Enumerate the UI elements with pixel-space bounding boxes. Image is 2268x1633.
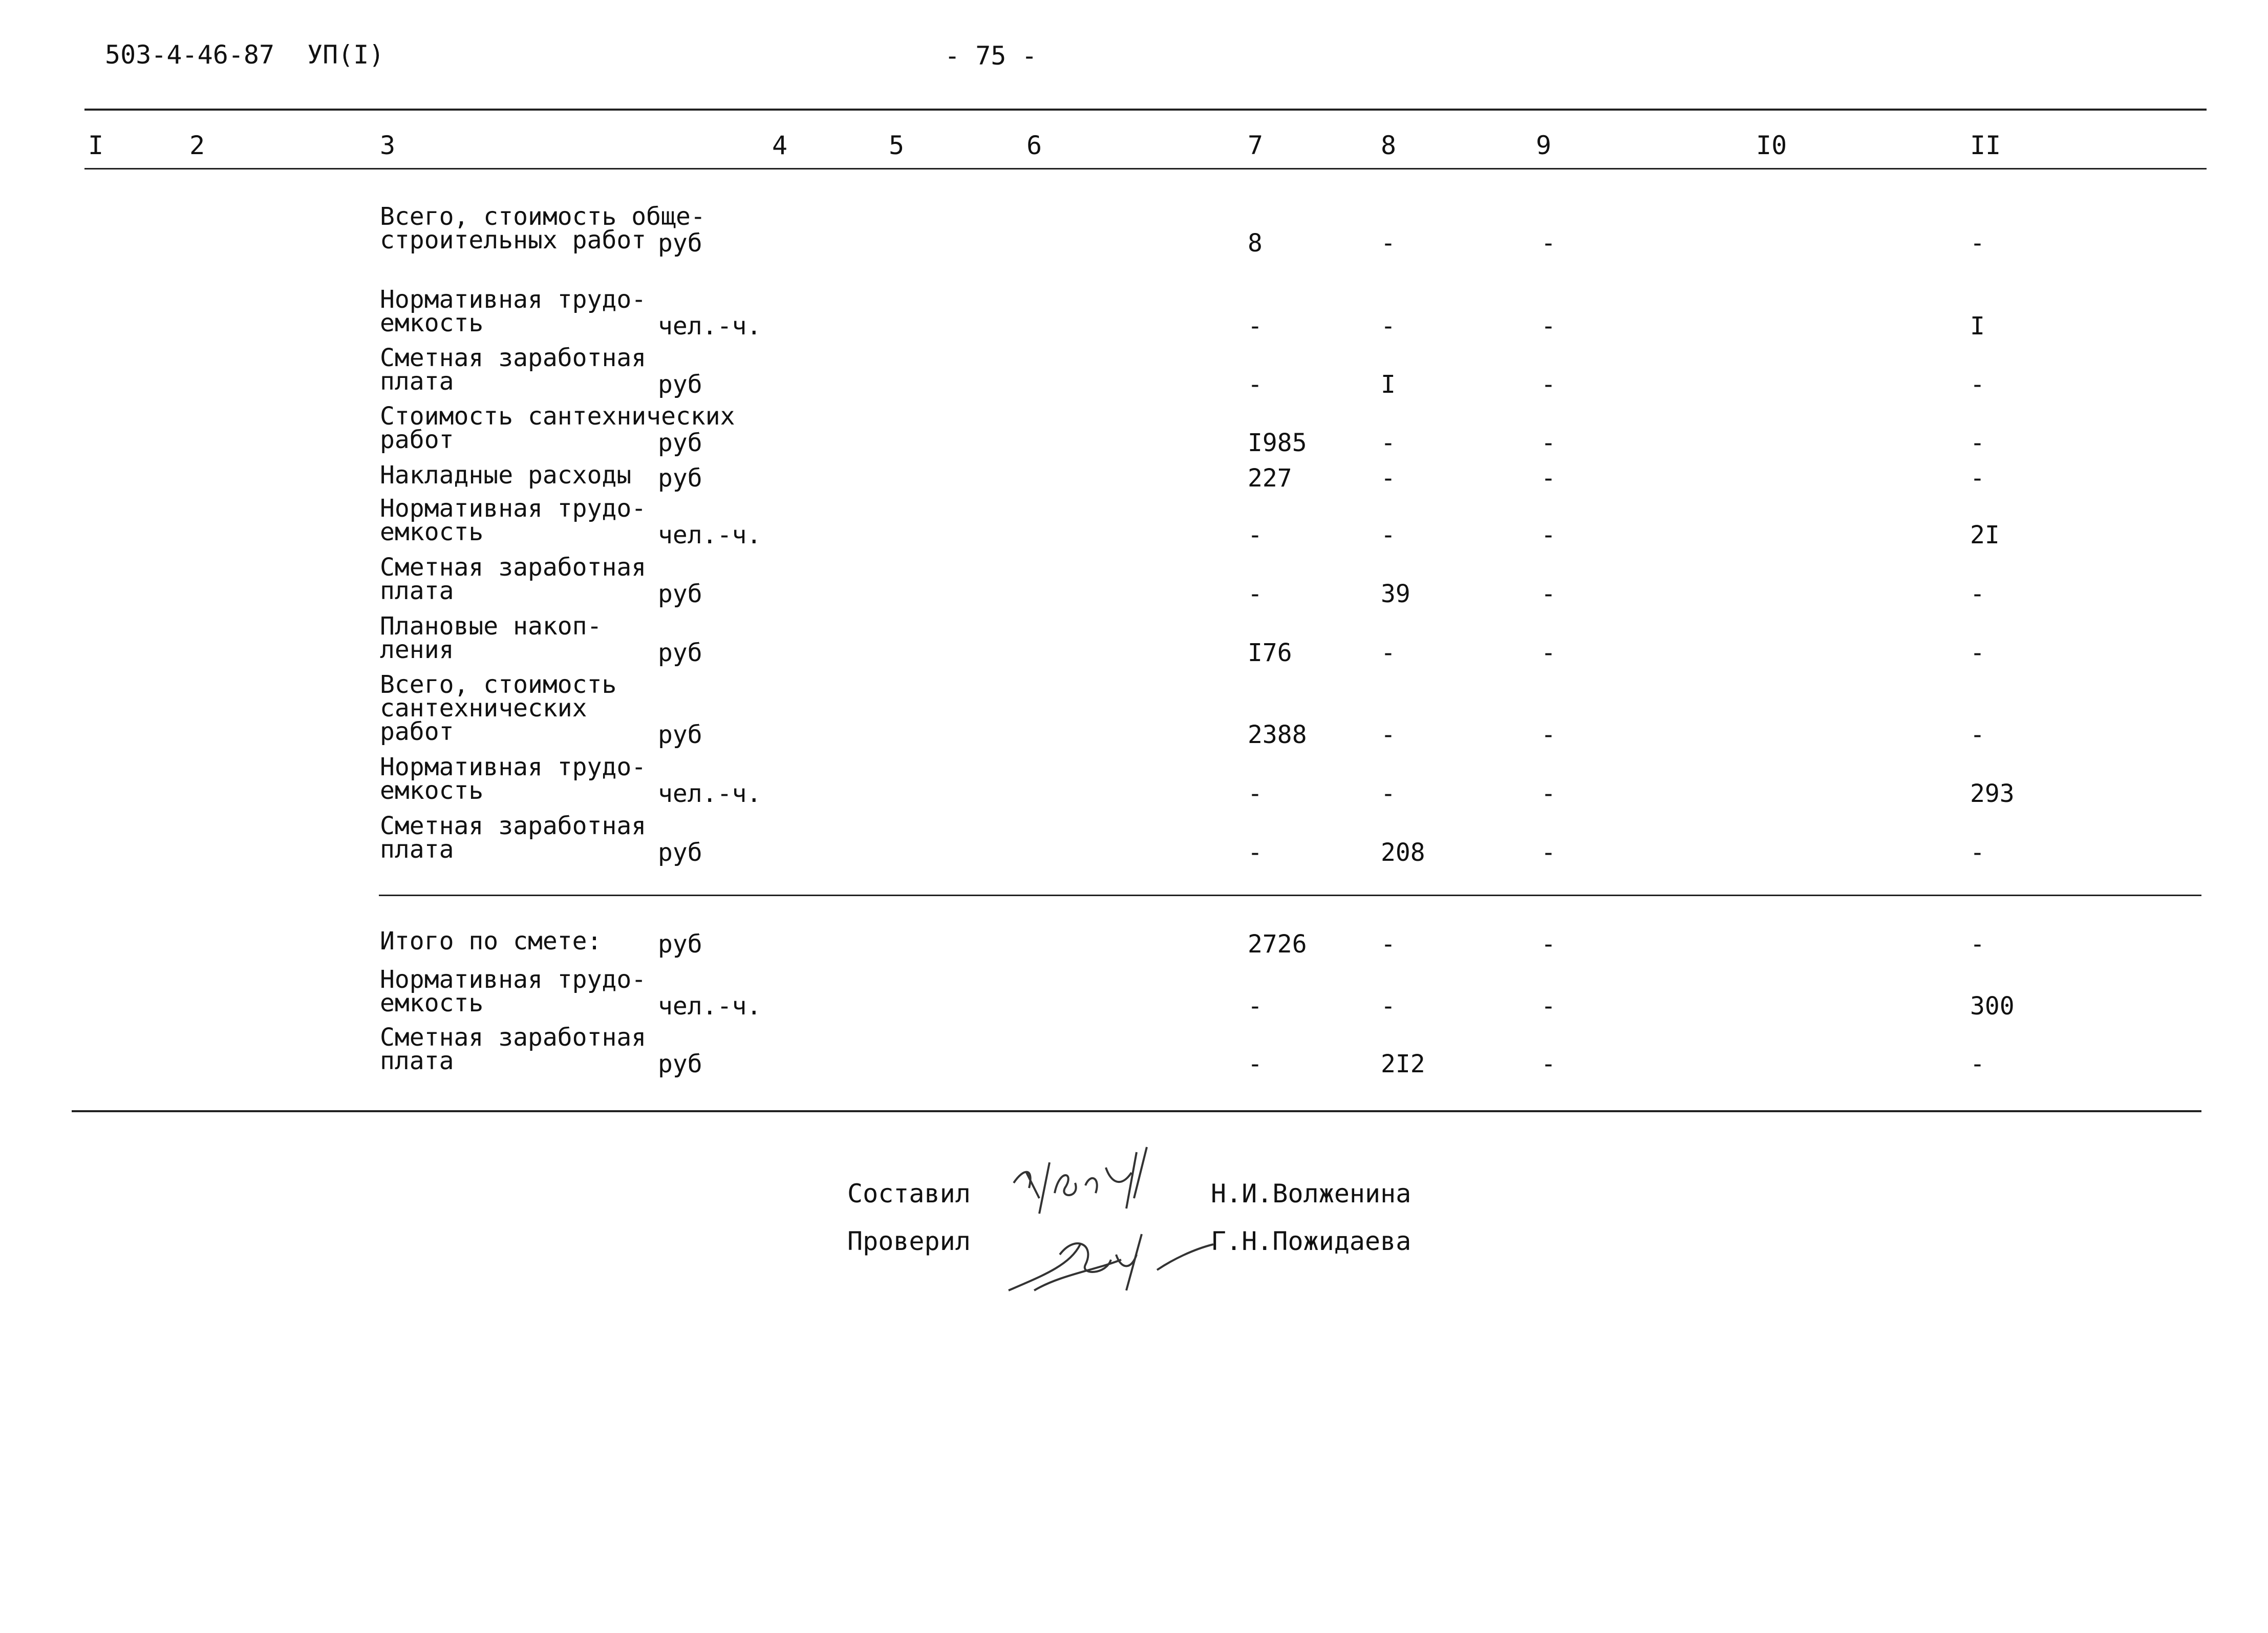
row-label-line: Итого по смете:: [380, 927, 602, 956]
cell-col-11: 2I: [1970, 521, 2000, 549]
cell-col-11: -: [1970, 1050, 1985, 1078]
row-unit: руб: [658, 838, 702, 867]
cell-col-7: 8: [1248, 229, 1263, 258]
row-label-line: Нормативная трудо-: [380, 285, 647, 314]
cell-col-8: -: [1381, 229, 1396, 258]
row-label-line: Всего, стоимость обще-: [380, 202, 705, 231]
cell-col-11: 293: [1970, 779, 2015, 808]
cell-col-9: -: [1541, 930, 1556, 959]
cell-col-9: -: [1541, 779, 1556, 808]
cell-col-8: -: [1381, 930, 1396, 959]
cell-col-9: -: [1541, 464, 1556, 493]
cell-col-7: 2726: [1248, 930, 1307, 959]
cell-col-8: -: [1381, 779, 1396, 808]
row-label-line: Стоимость сантехнических: [380, 402, 735, 431]
row-label-line: плата: [380, 835, 454, 864]
cell-col-11: -: [1970, 930, 1985, 959]
cell-col-9: -: [1541, 838, 1556, 867]
row-unit: руб: [658, 370, 702, 399]
column-number: 2: [189, 131, 205, 160]
page-number: - 75 -: [945, 41, 1037, 71]
column-number: 5: [889, 131, 905, 160]
cell-col-8: -: [1381, 312, 1396, 341]
cell-col-8: 2I2: [1381, 1050, 1425, 1078]
row-label-line: Нормативная трудо-: [380, 753, 647, 781]
cell-col-7: 227: [1248, 464, 1292, 493]
row-label-line: плата: [380, 1047, 454, 1075]
row-unit: руб: [658, 930, 702, 959]
cell-col-7: -: [1248, 312, 1263, 341]
document-code: 503-4-46-87: [105, 40, 275, 70]
cell-col-7: -: [1248, 580, 1263, 608]
cell-col-11: -: [1970, 464, 1985, 493]
column-number: I0: [1756, 131, 1787, 160]
cell-col-7: I76: [1248, 639, 1292, 667]
cell-col-8: -: [1381, 639, 1396, 667]
table-bottom-rule: [72, 1110, 2201, 1112]
cell-col-11: 300: [1970, 992, 2015, 1021]
cell-col-7: I985: [1248, 429, 1307, 457]
cell-col-9: -: [1541, 639, 1556, 667]
cell-col-7: -: [1248, 779, 1263, 808]
cell-col-9: -: [1541, 229, 1556, 258]
row-unit: чел.-ч.: [658, 779, 762, 808]
cell-col-7: -: [1248, 521, 1263, 549]
column-number: II: [1970, 131, 2001, 160]
checked-by-label: Проверил: [847, 1226, 971, 1256]
cell-col-7: -: [1248, 838, 1263, 867]
row-label-line: Накладные расходы: [380, 461, 632, 490]
row-unit: руб: [658, 1050, 702, 1078]
row-label-line: емкость: [380, 776, 484, 805]
section-code: УП(I): [307, 40, 384, 70]
checked-signature: [1003, 1214, 1218, 1301]
row-unit: руб: [658, 720, 702, 749]
row-unit: руб: [658, 580, 702, 608]
row-unit: руб: [658, 639, 702, 667]
compiled-signature: [1003, 1137, 1198, 1224]
cell-col-8: -: [1381, 464, 1396, 493]
column-number: 4: [772, 131, 788, 160]
cell-col-7: -: [1248, 992, 1263, 1021]
cell-col-11: -: [1970, 639, 1985, 667]
cell-col-7: -: [1248, 370, 1263, 399]
cell-col-8: 208: [1381, 838, 1425, 867]
cell-col-11: -: [1970, 429, 1985, 457]
compiled-by-name: Н.И.Волженина: [1211, 1179, 1411, 1208]
totals-separator-rule: [379, 895, 2201, 896]
column-number: I: [88, 131, 104, 160]
cell-col-9: -: [1541, 720, 1556, 749]
cell-col-8: I: [1381, 370, 1396, 399]
row-unit: чел.-ч.: [658, 312, 762, 341]
cell-col-8: 39: [1381, 580, 1410, 608]
row-label-line: плата: [380, 367, 454, 396]
cell-col-11: -: [1970, 838, 1985, 867]
row-unit: руб: [658, 464, 702, 493]
row-unit: чел.-ч.: [658, 992, 762, 1021]
column-header-rule: [84, 168, 2207, 169]
cell-col-11: -: [1970, 370, 1985, 399]
row-label-line: ления: [380, 635, 454, 664]
cell-col-9: -: [1541, 370, 1556, 399]
row-label-line: Сметная заработная: [380, 344, 647, 372]
column-number: 8: [1381, 131, 1397, 160]
table-top-rule: [84, 109, 2207, 111]
row-label-line: Нормативная трудо-: [380, 494, 647, 523]
row-label-line: Нормативная трудо-: [380, 965, 647, 994]
row-label-line: Сметная заработная: [380, 812, 647, 840]
cell-col-8: -: [1381, 720, 1396, 749]
cell-col-9: -: [1541, 429, 1556, 457]
cell-col-9: -: [1541, 521, 1556, 549]
cell-col-8: -: [1381, 429, 1396, 457]
cell-col-11: -: [1970, 720, 1985, 749]
row-label-line: емкость: [380, 518, 484, 546]
cell-col-9: -: [1541, 580, 1556, 608]
row-label-line: плата: [380, 577, 454, 605]
cell-col-7: -: [1248, 1050, 1263, 1078]
row-label-line: работ: [380, 717, 454, 746]
row-label-line: Всего, стоимость: [380, 670, 617, 699]
row-label-line: Плановые накоп-: [380, 612, 602, 641]
cell-col-11: I: [1970, 312, 1985, 341]
row-unit: руб: [658, 229, 702, 258]
compiled-by-label: Составил: [847, 1179, 971, 1208]
row-label-line: строительных работ: [380, 226, 647, 255]
cell-col-11: -: [1970, 580, 1985, 608]
column-number: 9: [1536, 131, 1552, 160]
column-number: 3: [380, 131, 396, 160]
cell-col-11: -: [1970, 229, 1985, 258]
row-label-line: Сметная заработная: [380, 553, 647, 582]
row-label-line: Сметная заработная: [380, 1023, 647, 1052]
row-label-line: сантехнических: [380, 694, 587, 723]
row-label-line: работ: [380, 426, 454, 454]
cell-col-8: -: [1381, 992, 1396, 1021]
cell-col-9: -: [1541, 992, 1556, 1021]
row-label-line: емкость: [380, 989, 484, 1017]
row-label-line: емкость: [380, 309, 484, 337]
column-number: 7: [1248, 131, 1264, 160]
row-unit: чел.-ч.: [658, 521, 762, 549]
column-number: 6: [1026, 131, 1042, 160]
cell-col-8: -: [1381, 521, 1396, 549]
cell-col-9: -: [1541, 1050, 1556, 1078]
row-unit: руб: [658, 429, 702, 457]
checked-by-name: Г.Н.Пожидаева: [1211, 1226, 1411, 1256]
cell-col-9: -: [1541, 312, 1556, 341]
cell-col-7: 2388: [1248, 720, 1307, 749]
